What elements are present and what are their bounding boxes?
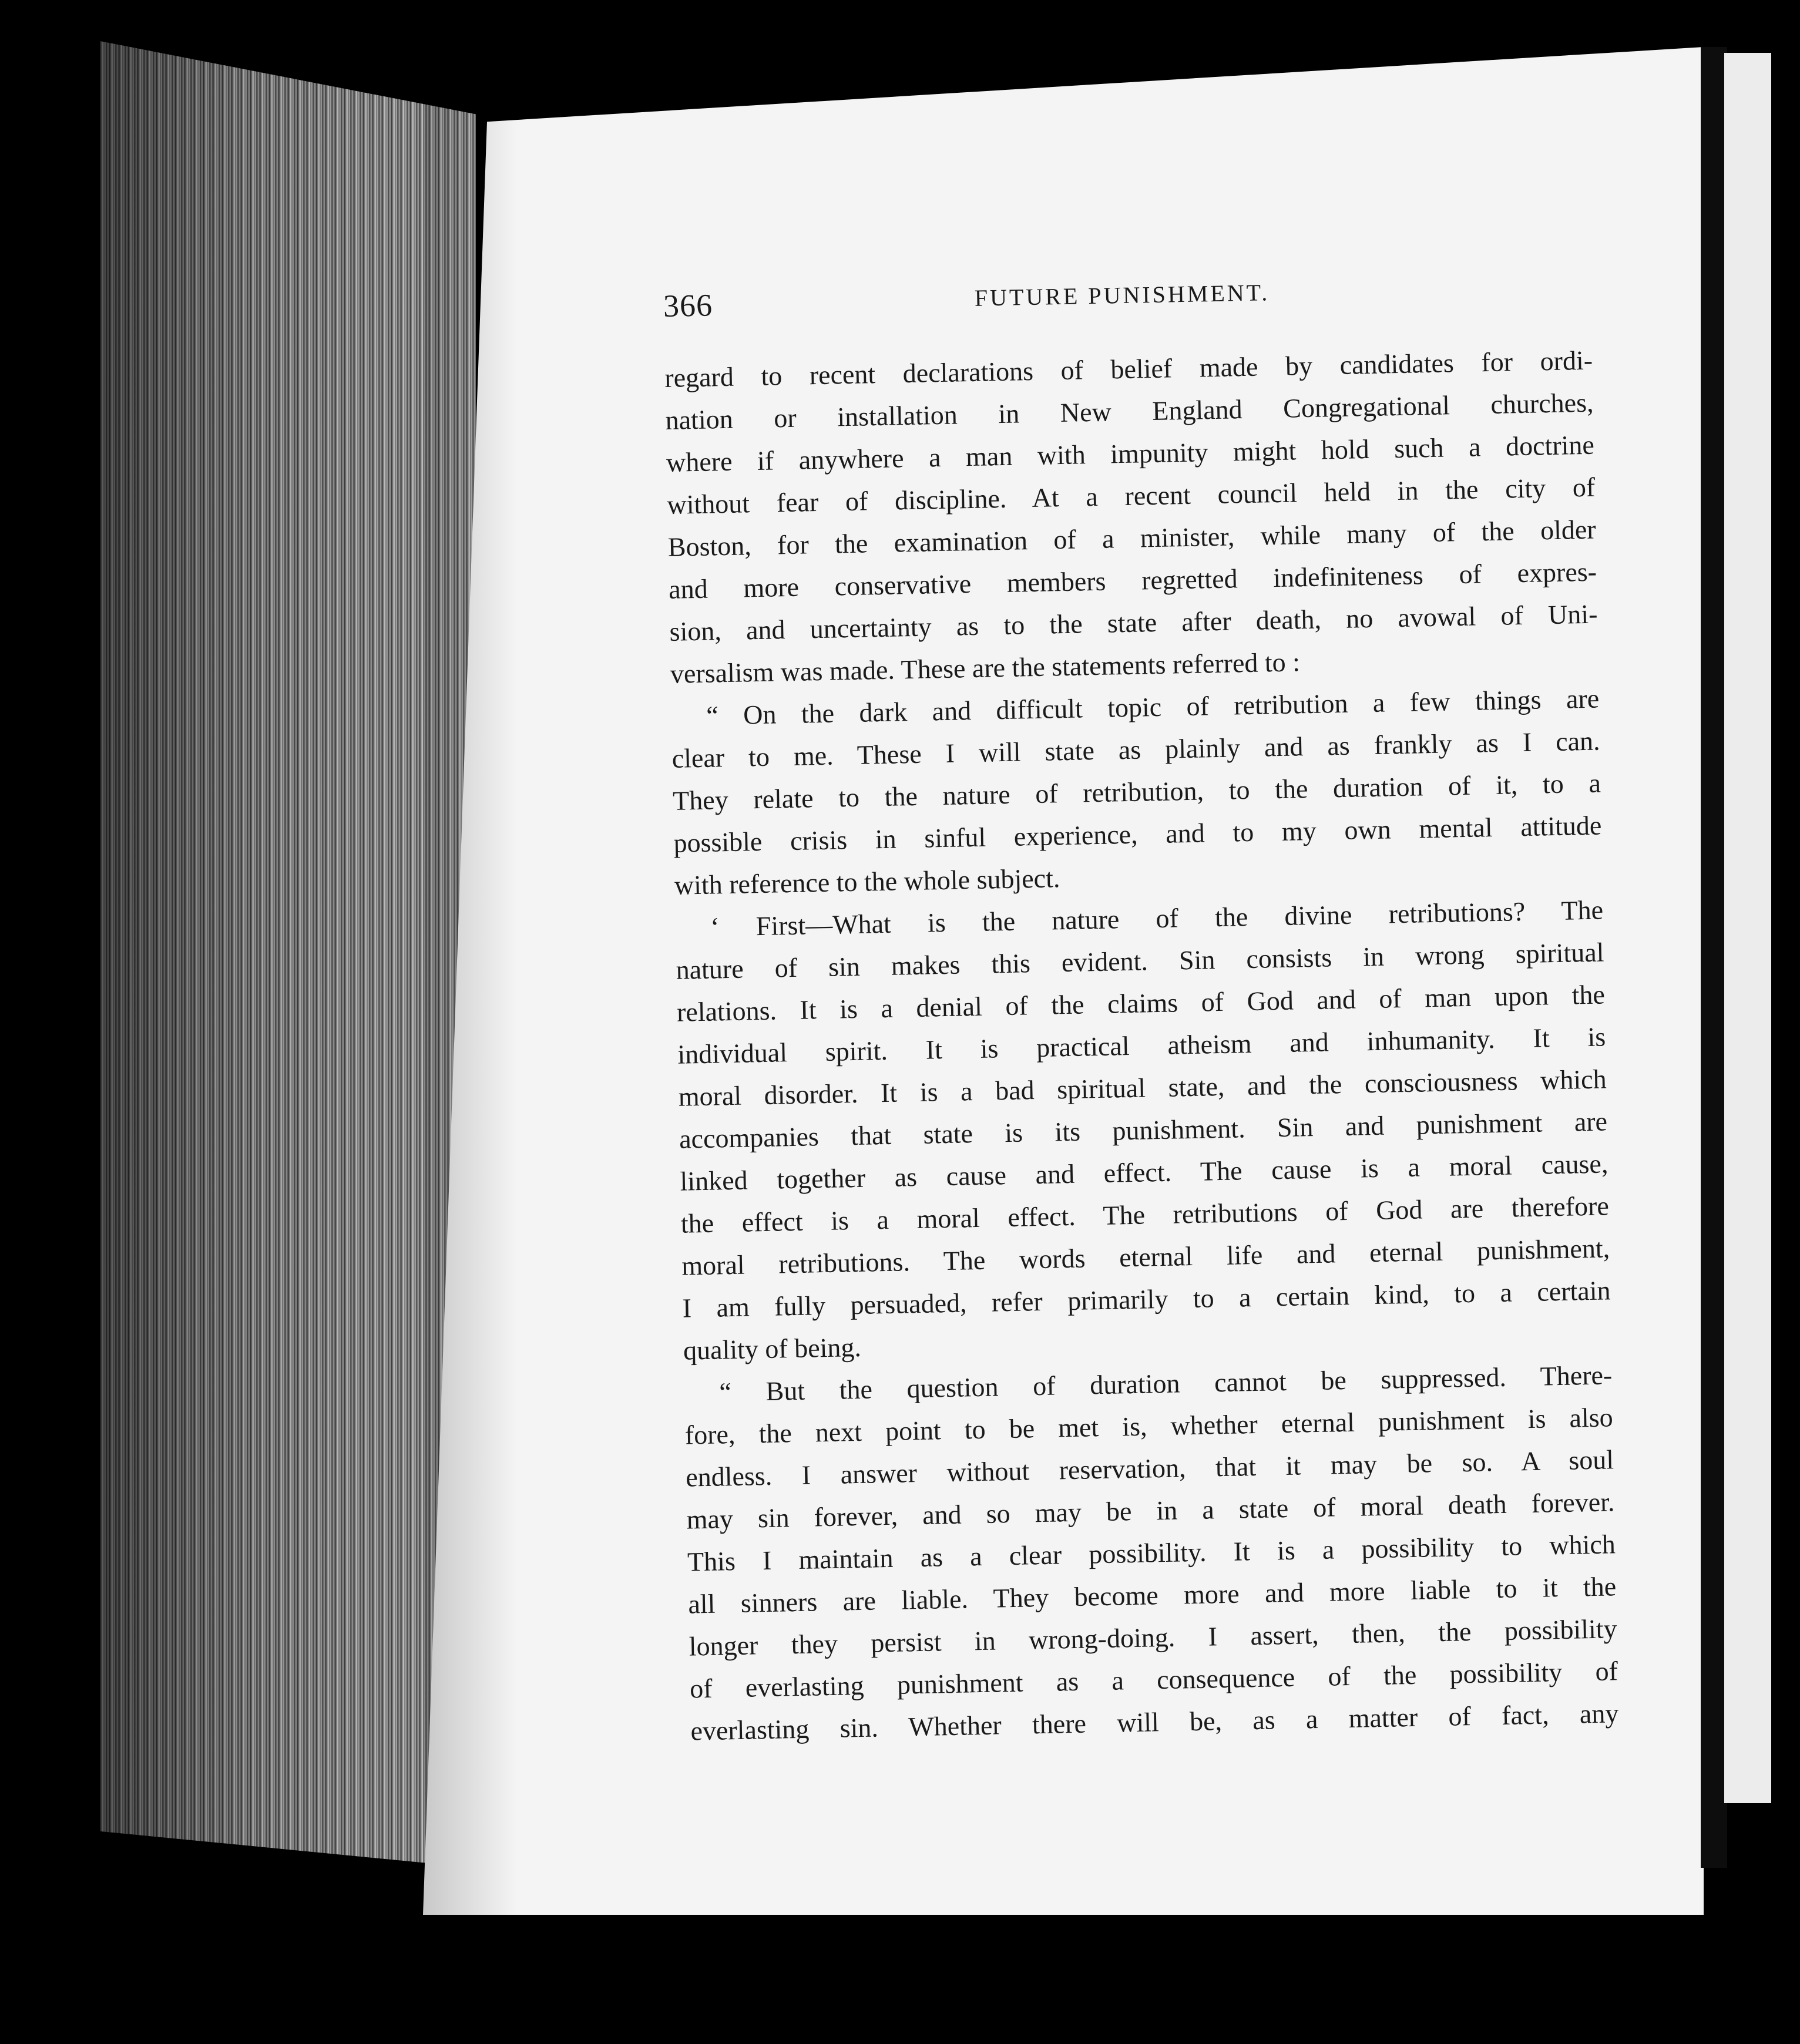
text-line: nature of sin makes this evident. Sin consists in wrong spiritual <box>676 937 1604 985</box>
text-line: regard to recent declarations of belief made by candidates for ordi- <box>664 345 1593 393</box>
paragraph-3 <box>675 889 1612 1371</box>
text-line: This I maintain as a clear possibility. It is a possibility to which <box>687 1529 1616 1577</box>
paragraph-2 <box>671 678 1603 907</box>
text-line: may sin forever, and so may be in a state of moral death forever. <box>686 1487 1615 1535</box>
text-line: I am fully persuaded, refer primarily to a certain kind, to a certain <box>682 1275 1611 1323</box>
text-line: endless. I answer without reservation, that it may be so. A soul <box>685 1444 1614 1492</box>
text-line: “ But the question of duration cannot be suppressed. There- <box>719 1360 1613 1407</box>
text-line: moral retributions. The words eternal life and eternal punishment, <box>681 1233 1610 1281</box>
running-title: FUTURE PUNISHMENT. <box>974 279 1270 311</box>
text-line: moral disorder. It is a bad spiritual state, and the consciousness which <box>678 1064 1607 1112</box>
text-line: and more conservative members regretted indefiniteness of expres- <box>668 556 1597 604</box>
text-line: without fear of discipline. At a recent council held in the city of <box>666 472 1596 520</box>
text-line: with reference to the whole subject. <box>674 863 1060 900</box>
paragraph-1 <box>664 339 1599 695</box>
text-line: everlasting sin. Whether there will be, as a matter of fact, any <box>690 1698 1619 1746</box>
text-line: nation or installation in New England Congregational churches, <box>665 387 1594 435</box>
text-line: clear to me. These I will state as plainly and as frankly as I can. <box>671 725 1600 774</box>
text-line: versalism was made. These are the statements referred to : <box>670 647 1301 689</box>
text-line: relations. It is a denial of the claims of God and of man upon the <box>676 979 1606 1027</box>
text-line: the effect is a moral effect. The retributions of God are therefore <box>680 1191 1610 1239</box>
page-number: 366 <box>663 287 713 324</box>
text-line: quality of being. <box>683 1332 862 1366</box>
text-line: “ On the dark and difficult topic of retribution a few things are <box>706 683 1600 731</box>
text-line: fore, the next point to be met is, whether eternal punishment is also <box>684 1402 1614 1450</box>
text-line: all sinners are liable. They become more and more liable to it the <box>687 1571 1617 1619</box>
text-line: of everlasting punishment as a consequence of the possibility of <box>689 1656 1618 1704</box>
gutter-shadow <box>423 47 517 1915</box>
text-line: where if anywhere a man with impunity might hold such a doctrine <box>666 429 1595 478</box>
text-line: ‘ First—What is the nature of the divine retributions? The <box>710 895 1604 942</box>
text-line: accompanies that state is its punishment. Sin and punishment are <box>679 1106 1608 1154</box>
page-edges-shadow <box>100 41 476 1868</box>
text-line: They relate to the nature of retribution, to the duration of it, to a <box>672 768 1601 816</box>
text-line: Boston, for the examination of a minister, while many of the older <box>667 514 1597 562</box>
text-line: longer they persist in wrong-doing. I assert, then, the possibility <box>689 1613 1617 1662</box>
text-line: individual spirit. It is practical atheism and inhumanity. It is <box>677 1021 1606 1070</box>
text-line: possible crisis in sinful experience, and to my own mental attitude <box>673 810 1602 858</box>
facing-page-edge <box>1724 53 1771 1803</box>
paragraph-4 <box>684 1354 1619 1752</box>
page-text-block <box>663 258 1619 1753</box>
text-line: linked together as cause and effect. The cause is a moral cause, <box>680 1148 1608 1196</box>
book-spine-gap <box>1701 47 1727 1868</box>
text-line: sion, and uncertainty as to the state after death, no avowal of Uni- <box>669 599 1598 647</box>
